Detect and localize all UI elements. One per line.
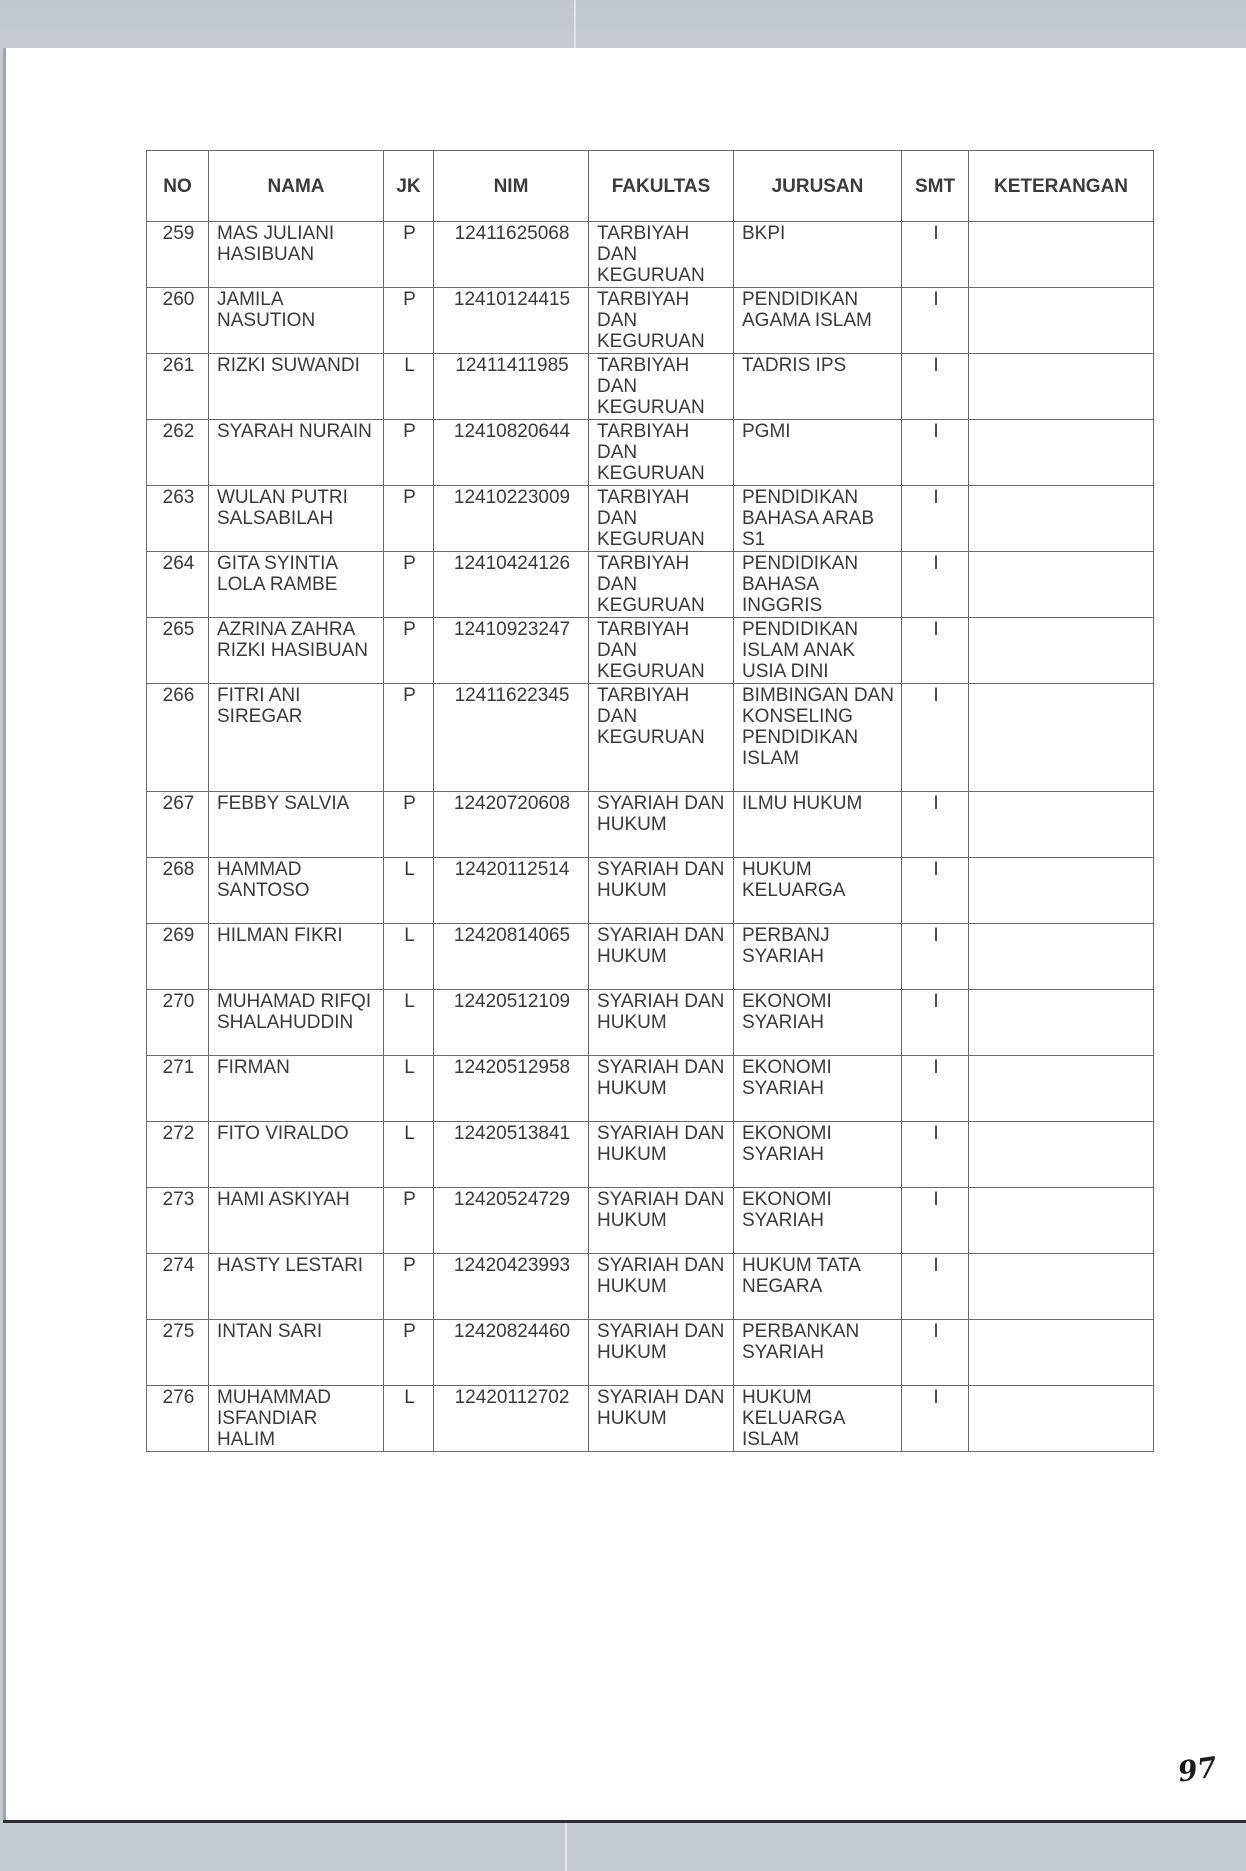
cell-student-id: 12420423993 bbox=[434, 1254, 589, 1320]
cell-department: EKONOMI SYARIAH bbox=[734, 1122, 902, 1188]
cell-semester: I bbox=[902, 1188, 969, 1254]
cell-row-number: 269 bbox=[147, 924, 209, 990]
scanner-background-bottom bbox=[0, 1820, 1246, 1871]
cell-student-id: 12420513841 bbox=[434, 1122, 589, 1188]
cell-faculty: SYARIAH DAN HUKUM bbox=[589, 924, 734, 990]
table-body bbox=[147, 222, 1154, 1452]
cell-student-id: 12420112702 bbox=[434, 1386, 589, 1452]
header-nama: NAMA bbox=[209, 151, 384, 222]
cell-remarks bbox=[969, 486, 1154, 552]
cell-semester: I bbox=[902, 552, 969, 618]
table-row bbox=[147, 1254, 1154, 1320]
cell-semester: I bbox=[902, 684, 969, 792]
cell-department: PENDIDIKAN BAHASA ARAB S1 bbox=[734, 486, 902, 552]
header-no: NO bbox=[147, 151, 209, 222]
cell-student-name: HAMMAD SANTOSO bbox=[209, 858, 384, 924]
cell-faculty: SYARIAH DAN HUKUM bbox=[589, 858, 734, 924]
table-row bbox=[147, 924, 1154, 990]
cell-semester: I bbox=[902, 990, 969, 1056]
table-row bbox=[147, 354, 1154, 420]
cell-remarks bbox=[969, 288, 1154, 354]
cell-row-number: 268 bbox=[147, 858, 209, 924]
cell-remarks bbox=[969, 420, 1154, 486]
cell-semester: I bbox=[902, 486, 969, 552]
cell-row-number: 274 bbox=[147, 1254, 209, 1320]
table-row bbox=[147, 1386, 1154, 1452]
cell-gender: L bbox=[384, 1056, 434, 1122]
cell-student-name: MUHAMMAD ISFANDIAR HALIM bbox=[209, 1386, 384, 1452]
cell-student-id: 12410424126 bbox=[434, 552, 589, 618]
table-row bbox=[147, 858, 1154, 924]
table-row bbox=[147, 1122, 1154, 1188]
cell-faculty: TARBIYAH DAN KEGURUAN bbox=[589, 222, 734, 288]
cell-remarks bbox=[969, 552, 1154, 618]
cell-row-number: 265 bbox=[147, 618, 209, 684]
cell-remarks bbox=[969, 354, 1154, 420]
header-keterangan: KETERANGAN bbox=[969, 151, 1154, 222]
cell-department: ILMU HUKUM bbox=[734, 792, 902, 858]
handwritten-page-number: 97 bbox=[1175, 1750, 1220, 1789]
cell-row-number: 273 bbox=[147, 1188, 209, 1254]
cell-remarks bbox=[969, 858, 1154, 924]
cell-remarks bbox=[969, 1320, 1154, 1386]
cell-department: PERBANJ SYARIAH bbox=[734, 924, 902, 990]
table-row bbox=[147, 420, 1154, 486]
cell-gender: P bbox=[384, 618, 434, 684]
cell-gender: P bbox=[384, 792, 434, 858]
cell-faculty: TARBIYAH DAN KEGURUAN bbox=[589, 486, 734, 552]
cell-department: EKONOMI SYARIAH bbox=[734, 1056, 902, 1122]
cell-student-name: RIZKI SUWANDI bbox=[209, 354, 384, 420]
cell-semester: I bbox=[902, 222, 969, 288]
cell-gender: L bbox=[384, 1122, 434, 1188]
cell-department: HUKUM TATA NEGARA bbox=[734, 1254, 902, 1320]
table-row bbox=[147, 990, 1154, 1056]
cell-row-number: 276 bbox=[147, 1386, 209, 1452]
cell-student-name: JAMILA NASUTION bbox=[209, 288, 384, 354]
cell-remarks bbox=[969, 1056, 1154, 1122]
cell-remarks bbox=[969, 1188, 1154, 1254]
cell-gender: L bbox=[384, 858, 434, 924]
header-jurusan: JURUSAN bbox=[734, 151, 902, 222]
cell-semester: I bbox=[902, 420, 969, 486]
cell-row-number: 272 bbox=[147, 1122, 209, 1188]
cell-faculty: TARBIYAH DAN KEGURUAN bbox=[589, 354, 734, 420]
scanned-page bbox=[3, 48, 1246, 1820]
cell-row-number: 260 bbox=[147, 288, 209, 354]
student-roster-table bbox=[146, 150, 1154, 1452]
cell-row-number: 267 bbox=[147, 792, 209, 858]
cell-student-id: 12411625068 bbox=[434, 222, 589, 288]
cell-row-number: 262 bbox=[147, 420, 209, 486]
cell-faculty: SYARIAH DAN HUKUM bbox=[589, 1188, 734, 1254]
cell-semester: I bbox=[902, 1122, 969, 1188]
cell-semester: I bbox=[902, 1386, 969, 1452]
header-nim: NIM bbox=[434, 151, 589, 222]
cell-remarks bbox=[969, 1254, 1154, 1320]
cell-department: PENDIDIKAN ISLAM ANAK USIA DINI bbox=[734, 618, 902, 684]
cell-remarks bbox=[969, 222, 1154, 288]
cell-semester: I bbox=[902, 288, 969, 354]
cell-student-id: 12420824460 bbox=[434, 1320, 589, 1386]
cell-gender: P bbox=[384, 420, 434, 486]
cell-semester: I bbox=[902, 354, 969, 420]
scanner-seam bbox=[574, 0, 576, 50]
cell-student-name: FITRI ANI SIREGAR bbox=[209, 684, 384, 792]
cell-faculty: SYARIAH DAN HUKUM bbox=[589, 1056, 734, 1122]
cell-gender: P bbox=[384, 1320, 434, 1386]
cell-semester: I bbox=[902, 924, 969, 990]
cell-row-number: 261 bbox=[147, 354, 209, 420]
cell-faculty: TARBIYAH DAN KEGURUAN bbox=[589, 420, 734, 486]
cell-faculty: TARBIYAH DAN KEGURUAN bbox=[589, 552, 734, 618]
cell-gender: L bbox=[384, 1386, 434, 1452]
cell-faculty: SYARIAH DAN HUKUM bbox=[589, 792, 734, 858]
cell-department: HUKUM KELUARGA ISLAM bbox=[734, 1386, 902, 1452]
cell-student-id: 12420814065 bbox=[434, 924, 589, 990]
cell-row-number: 270 bbox=[147, 990, 209, 1056]
table-row bbox=[147, 1188, 1154, 1254]
scanner-seam bbox=[565, 1820, 567, 1871]
cell-remarks bbox=[969, 618, 1154, 684]
cell-department: EKONOMI SYARIAH bbox=[734, 1188, 902, 1254]
cell-gender: L bbox=[384, 924, 434, 990]
cell-department: PENDIDIKAN AGAMA ISLAM bbox=[734, 288, 902, 354]
cell-student-name: HILMAN FIKRI bbox=[209, 924, 384, 990]
cell-student-id: 12410223009 bbox=[434, 486, 589, 552]
table-row bbox=[147, 552, 1154, 618]
cell-student-name: FITO VIRALDO bbox=[209, 1122, 384, 1188]
table-row bbox=[147, 222, 1154, 288]
table-row bbox=[147, 1056, 1154, 1122]
cell-remarks bbox=[969, 924, 1154, 990]
cell-faculty: TARBIYAH DAN KEGURUAN bbox=[589, 684, 734, 792]
cell-student-id: 12420512958 bbox=[434, 1056, 589, 1122]
cell-semester: I bbox=[902, 618, 969, 684]
cell-semester: I bbox=[902, 1320, 969, 1386]
cell-department: BIMBINGAN DAN KONSELING PENDIDIKAN ISLAM bbox=[734, 684, 902, 792]
cell-semester: I bbox=[902, 1254, 969, 1320]
cell-student-id: 12410124415 bbox=[434, 288, 589, 354]
cell-student-name: MAS JULIANI HASIBUAN bbox=[209, 222, 384, 288]
cell-faculty: SYARIAH DAN HUKUM bbox=[589, 1254, 734, 1320]
cell-gender: L bbox=[384, 354, 434, 420]
header-jk: JK bbox=[384, 151, 434, 222]
cell-department: PGMI bbox=[734, 420, 902, 486]
cell-semester: I bbox=[902, 858, 969, 924]
cell-semester: I bbox=[902, 792, 969, 858]
cell-remarks bbox=[969, 684, 1154, 792]
cell-faculty: TARBIYAH DAN KEGURUAN bbox=[589, 618, 734, 684]
header-fakultas: FAKULTAS bbox=[589, 151, 734, 222]
cell-gender: L bbox=[384, 990, 434, 1056]
cell-student-id: 12411622345 bbox=[434, 684, 589, 792]
cell-student-name: HASTY LESTARI bbox=[209, 1254, 384, 1320]
table-row bbox=[147, 684, 1154, 792]
cell-row-number: 259 bbox=[147, 222, 209, 288]
cell-row-number: 266 bbox=[147, 684, 209, 792]
cell-student-id: 12411411985 bbox=[434, 354, 589, 420]
cell-student-name: GITA SYINTIA LOLA RAMBE bbox=[209, 552, 384, 618]
cell-department: HUKUM KELUARGA bbox=[734, 858, 902, 924]
cell-gender: P bbox=[384, 684, 434, 792]
table-row bbox=[147, 1320, 1154, 1386]
cell-row-number: 264 bbox=[147, 552, 209, 618]
cell-student-id: 12410820644 bbox=[434, 420, 589, 486]
cell-student-id: 12420720608 bbox=[434, 792, 589, 858]
cell-student-name: FEBBY SALVIA bbox=[209, 792, 384, 858]
cell-remarks bbox=[969, 990, 1154, 1056]
table-row bbox=[147, 288, 1154, 354]
cell-student-name: INTAN SARI bbox=[209, 1320, 384, 1386]
cell-student-id: 12420512109 bbox=[434, 990, 589, 1056]
cell-student-id: 12420524729 bbox=[434, 1188, 589, 1254]
cell-remarks bbox=[969, 1386, 1154, 1452]
table-row bbox=[147, 792, 1154, 858]
cell-department: PENDIDIKAN BAHASA INGGRIS bbox=[734, 552, 902, 618]
cell-gender: P bbox=[384, 222, 434, 288]
cell-faculty: SYARIAH DAN HUKUM bbox=[589, 1122, 734, 1188]
cell-student-id: 12420112514 bbox=[434, 858, 589, 924]
cell-gender: P bbox=[384, 486, 434, 552]
header-smt: SMT bbox=[902, 151, 969, 222]
cell-department: PERBANKAN SYARIAH bbox=[734, 1320, 902, 1386]
cell-gender: P bbox=[384, 1254, 434, 1320]
cell-student-name: HAMI ASKIYAH bbox=[209, 1188, 384, 1254]
cell-student-id: 12410923247 bbox=[434, 618, 589, 684]
table-row bbox=[147, 486, 1154, 552]
table-header-row bbox=[147, 151, 1154, 222]
cell-remarks bbox=[969, 1122, 1154, 1188]
cell-faculty: SYARIAH DAN HUKUM bbox=[589, 990, 734, 1056]
cell-student-name: WULAN PUTRI SALSABILAH bbox=[209, 486, 384, 552]
cell-remarks bbox=[969, 792, 1154, 858]
cell-semester: I bbox=[902, 1056, 969, 1122]
cell-student-name: SYARAH NURAIN bbox=[209, 420, 384, 486]
cell-gender: P bbox=[384, 288, 434, 354]
cell-faculty: SYARIAH DAN HUKUM bbox=[589, 1386, 734, 1452]
cell-row-number: 275 bbox=[147, 1320, 209, 1386]
cell-row-number: 263 bbox=[147, 486, 209, 552]
cell-row-number: 271 bbox=[147, 1056, 209, 1122]
cell-department: EKONOMI SYARIAH bbox=[734, 990, 902, 1056]
cell-student-name: FIRMAN bbox=[209, 1056, 384, 1122]
cell-department: BKPI bbox=[734, 222, 902, 288]
scanner-background-top bbox=[0, 0, 1246, 50]
table-row bbox=[147, 618, 1154, 684]
cell-student-name: AZRINA ZAHRA RIZKI HASIBUAN bbox=[209, 618, 384, 684]
cell-gender: P bbox=[384, 552, 434, 618]
cell-faculty: TARBIYAH DAN KEGURUAN bbox=[589, 288, 734, 354]
cell-gender: P bbox=[384, 1188, 434, 1254]
cell-department: TADRIS IPS bbox=[734, 354, 902, 420]
cell-student-name: MUHAMAD RIFQI SHALAHUDDIN bbox=[209, 990, 384, 1056]
cell-faculty: SYARIAH DAN HUKUM bbox=[589, 1320, 734, 1386]
